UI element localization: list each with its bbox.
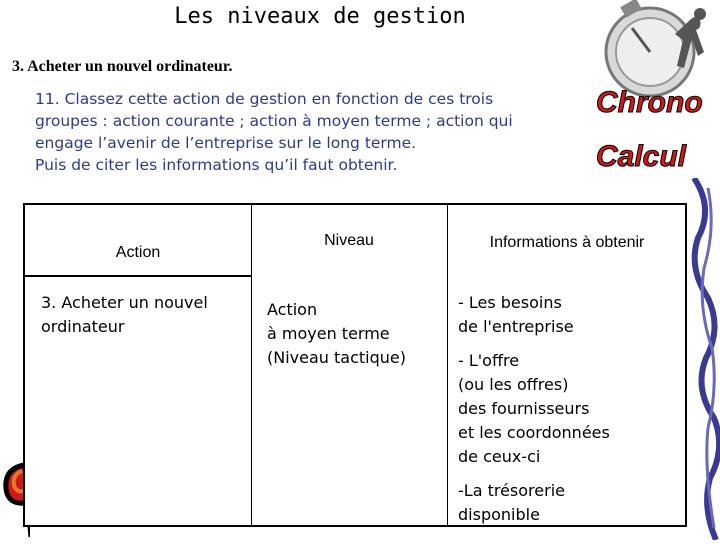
header-informations: Informations à obtenir xyxy=(489,234,645,251)
action-line: 3. Acheter un nouvel xyxy=(41,293,208,312)
logo-line-2: Calcul xyxy=(596,140,687,173)
column-divider xyxy=(251,205,252,525)
chrono-calcul-logo xyxy=(592,0,720,178)
niveau-line: à moyen terme xyxy=(267,324,390,343)
decorative-strip xyxy=(688,178,720,540)
classification-table xyxy=(23,203,687,527)
instruction-line: groupes : action courante ; action à moyen terme ; action qui xyxy=(35,112,513,130)
decorative-pattern-icon xyxy=(688,178,720,540)
exercise-subtitle: 3. Acheter un nouvel ordinateur. xyxy=(12,58,233,75)
niveau-cell xyxy=(267,298,406,370)
info-line: - L'offre xyxy=(458,351,520,370)
page-title: Les niveaux de gestion xyxy=(174,4,466,29)
info-line: des fournisseurs xyxy=(458,399,590,418)
logo-line-1: Chrono xyxy=(596,86,703,119)
info-line: -La trésorerie xyxy=(458,481,565,500)
niveau-line: (Niveau tactique) xyxy=(267,348,406,367)
informations-cell xyxy=(458,291,610,527)
instruction-line: engage l’avenir de l’entreprise sur le long terme. xyxy=(35,134,417,152)
action-cell xyxy=(41,291,208,339)
stopwatch-runner-icon xyxy=(592,0,720,178)
instructions xyxy=(35,88,595,176)
info-item-besoins xyxy=(458,291,610,339)
niveau-line: Action xyxy=(267,300,318,319)
header-action: Action xyxy=(115,244,161,261)
action-line: ordinateur xyxy=(41,317,125,336)
header-niveau: Niveau xyxy=(324,232,374,249)
instruction-line: Puis de citer les informations qu’il faut obtenir. xyxy=(35,156,398,174)
instruction-line: 11. Classez cette action de gestion en fonction de ces trois xyxy=(35,90,494,108)
info-line: de l'entreprise xyxy=(458,317,574,336)
header-divider xyxy=(25,275,251,277)
info-item-tresorerie xyxy=(458,479,610,527)
info-line: (ou les offres) xyxy=(458,375,569,394)
info-line: et les coordonnées xyxy=(458,423,610,442)
info-line: disponible xyxy=(458,505,540,524)
info-line: - Les besoins xyxy=(458,293,562,312)
info-line: de ceux-ci xyxy=(458,447,541,466)
info-item-offre xyxy=(458,349,610,469)
